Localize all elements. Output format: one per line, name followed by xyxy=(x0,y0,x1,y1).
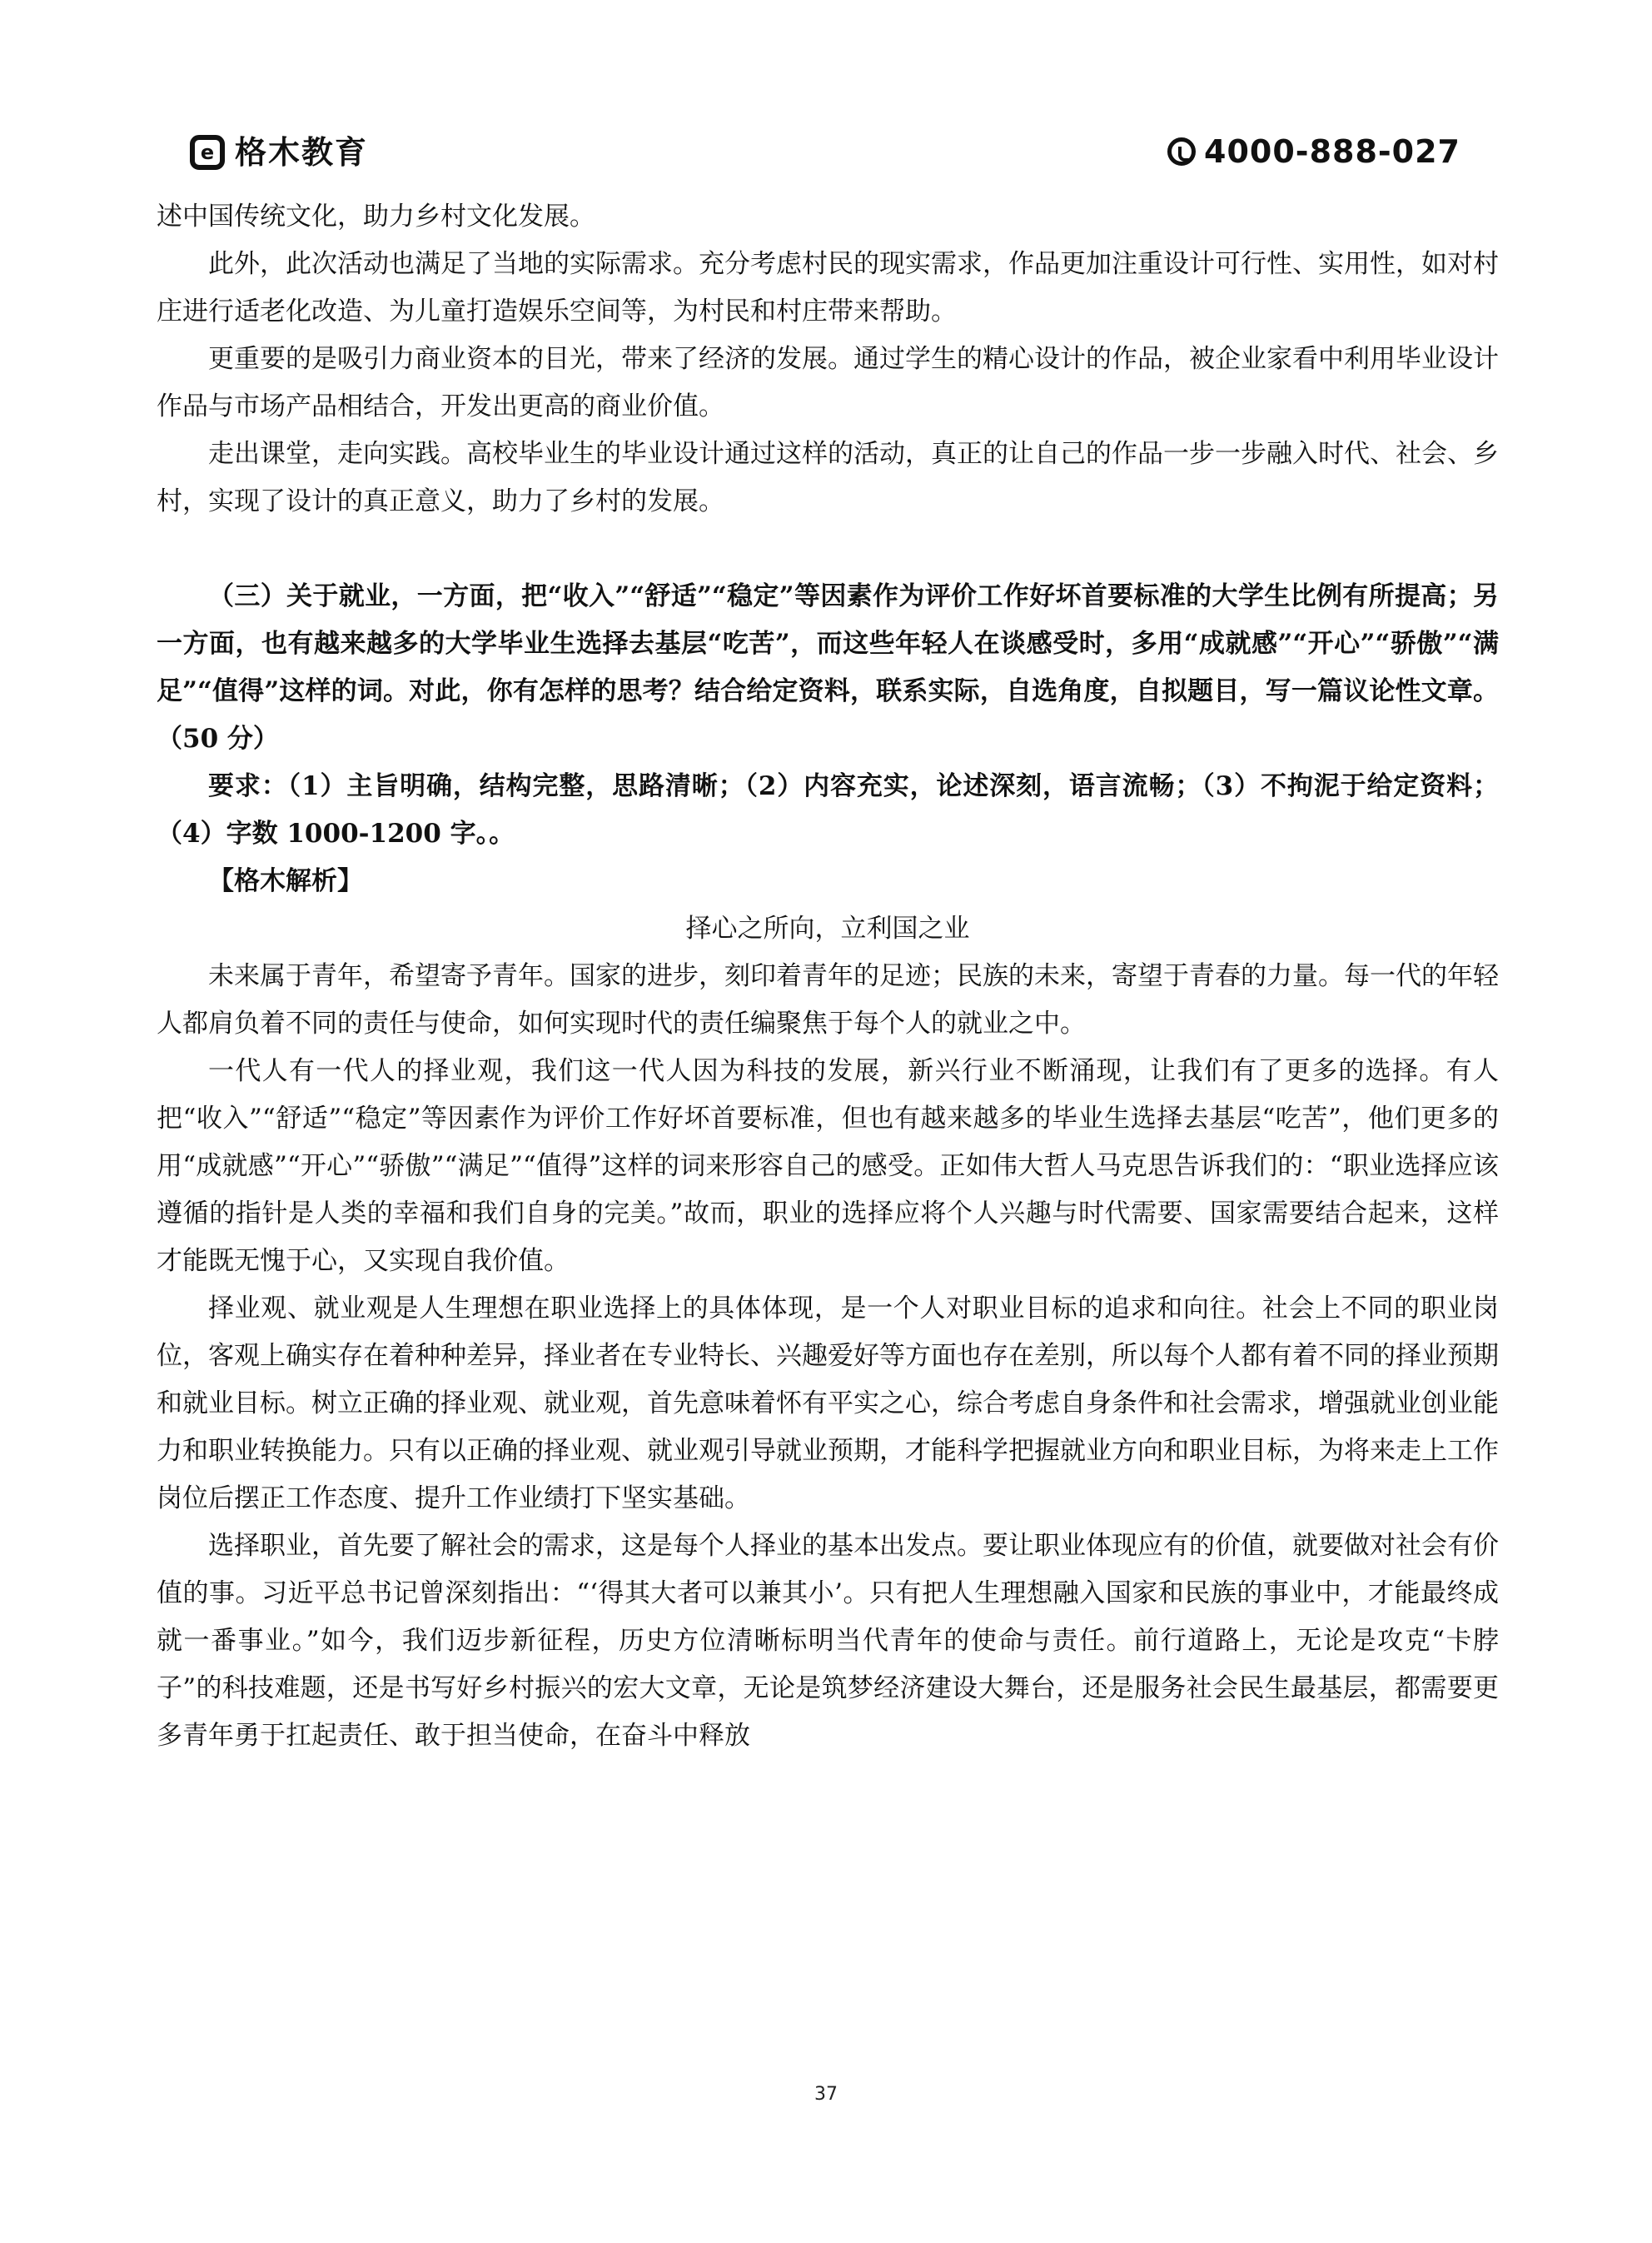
page-header xyxy=(0,0,1652,192)
paragraph-continuation: 述中国传统文化，助力乡村文化发展。 xyxy=(157,202,595,232)
question-prompt: （三）关于就业，一方面，把“收入”“舒适”“稳定”等因素作为评价工作好坏首要标准的大学生比例有所提高；另一方面，也有越来越多的大学毕业生选择去基层“吃苦”，而这些年轻人在谈感受时，多用“成就感”“开心”“骄傲”“满足”“值得”这样的词。对此，你有怎样的思考？结合给定资料，联系实际，自选角度，自拟题目，写一篇议论性文章。（50 分） xyxy=(157,581,1499,754)
paragraph: 更重要的是吸引力商业资本的目光，带来了经济的发展。通过学生的精心设计的作品，被企业家看中利用毕业设计作品与市场产品相结合，开发出更高的商业价值。 xyxy=(157,344,1499,421)
phone-icon xyxy=(1167,137,1196,166)
essay-paragraph: 一代人有一代人的择业观，我们这一代人因为科技的发展，新兴行业不断涌现，让我们有了更多的选择。有人把“收入”“舒适”“稳定”等因素作为评价工作好坏首要标准，但也有越来越多的毕业生选择去基层“吃苦”，他们更多的用“成就感”“开心”“骄傲”“满足”“值得”这样的词来形容自己的感受。正如伟大哲人马克思告诉我们的：“职业选择应该遵循的指针是人类的幸福和我们自身的完美。”故而，职业的选择应将个人兴趣与时代需要、国家需要结合起来，这样才能既无愧于心，又实现自我价值。 xyxy=(157,1056,1499,1276)
essay-paragraph: 未来属于青年，希望寄予青年。国家的进步，刻印着青年的足迹；民族的未来，寄望于青春的力量。每一代的年轻人都肩负着不同的责任与使命，如何实现时代的责任编聚焦于每个人的就业之中。 xyxy=(157,961,1499,1039)
logo-e-icon: e xyxy=(190,135,225,170)
essay-paragraph: 择业观、就业观是人生理想在职业选择上的具体体现，是一个人对职业目标的追求和向往。社会上不同的职业岗位，客观上确实存在着种种差异，择业者在专业特长、兴趣爱好等方面也存在差别，所以每个人都有着不同的择业预期和就业目标。树立正确的择业观、就业观，首先意味着怀有平实之心，综合考虑自身条件和社会需求，增强就业创业能力和职业转换能力。只有以正确的择业观、就业观引导就业预期，才能科学把握就业方向和职业目标，为将来走上工作岗位后摆正工作态度、提升工作业绩打下坚实基础。 xyxy=(157,1293,1499,1513)
hotline xyxy=(1167,130,1460,173)
brand-name: 格木教育 xyxy=(235,134,369,171)
hotline-number: 4000-888-027 xyxy=(1204,133,1460,170)
paragraph: 此外，此次活动也满足了当地的实际需求。充分考虑村民的现实需求，作品更加注重设计可行性、实用性，如对村庄进行适老化改造、为儿童打造娱乐空间等，为村民和村庄带来帮助。 xyxy=(157,249,1499,326)
essay-title: 择心之所向，立利国之业 xyxy=(685,914,970,944)
section-spacer xyxy=(157,526,1499,573)
document-body xyxy=(157,193,1499,1760)
page-number: 37 xyxy=(814,2084,838,2105)
question-requirements: 要求：（1）主旨明确，结构完整，思路清晰；（2）内容充实，论述深刻，语言流畅；（3）不拘泥于给定资料；（4）字数 1000-1200 字。。 xyxy=(157,771,1499,849)
essay-paragraph: 选择职业，首先要了解社会的需求，这是每个人择业的基本出发点。要让职业体现应有的价值，就要做对社会有价值的事。习近平总书记曾深刻指出：“‘得其大者可以兼其小’。只有把人生理想融入国家和民族的事业中，才能最终成就一番事业。”如今，我们迈步新征程，历史方位清晰标明当代青年的使命与责任。前行道路上，无论是攻克“卡脖子”的科技难题，还是书写好乡村振兴的宏大文章，无论是筑梦经济建设大舞台，还是服务社会民生最基层，都需要更多青年勇于扛起责任、敢于担当使命，在奋斗中释放 xyxy=(157,1531,1499,1751)
paragraph: 走出课堂，走向实践。高校毕业生的毕业设计通过这样的活动，真正的让自己的作品一步一步融入时代、社会、乡村，实现了设计的真正意义，助力了乡村的发展。 xyxy=(157,439,1499,516)
analysis-label: 【格木解析】 xyxy=(208,866,363,896)
brand-logo xyxy=(190,132,368,173)
